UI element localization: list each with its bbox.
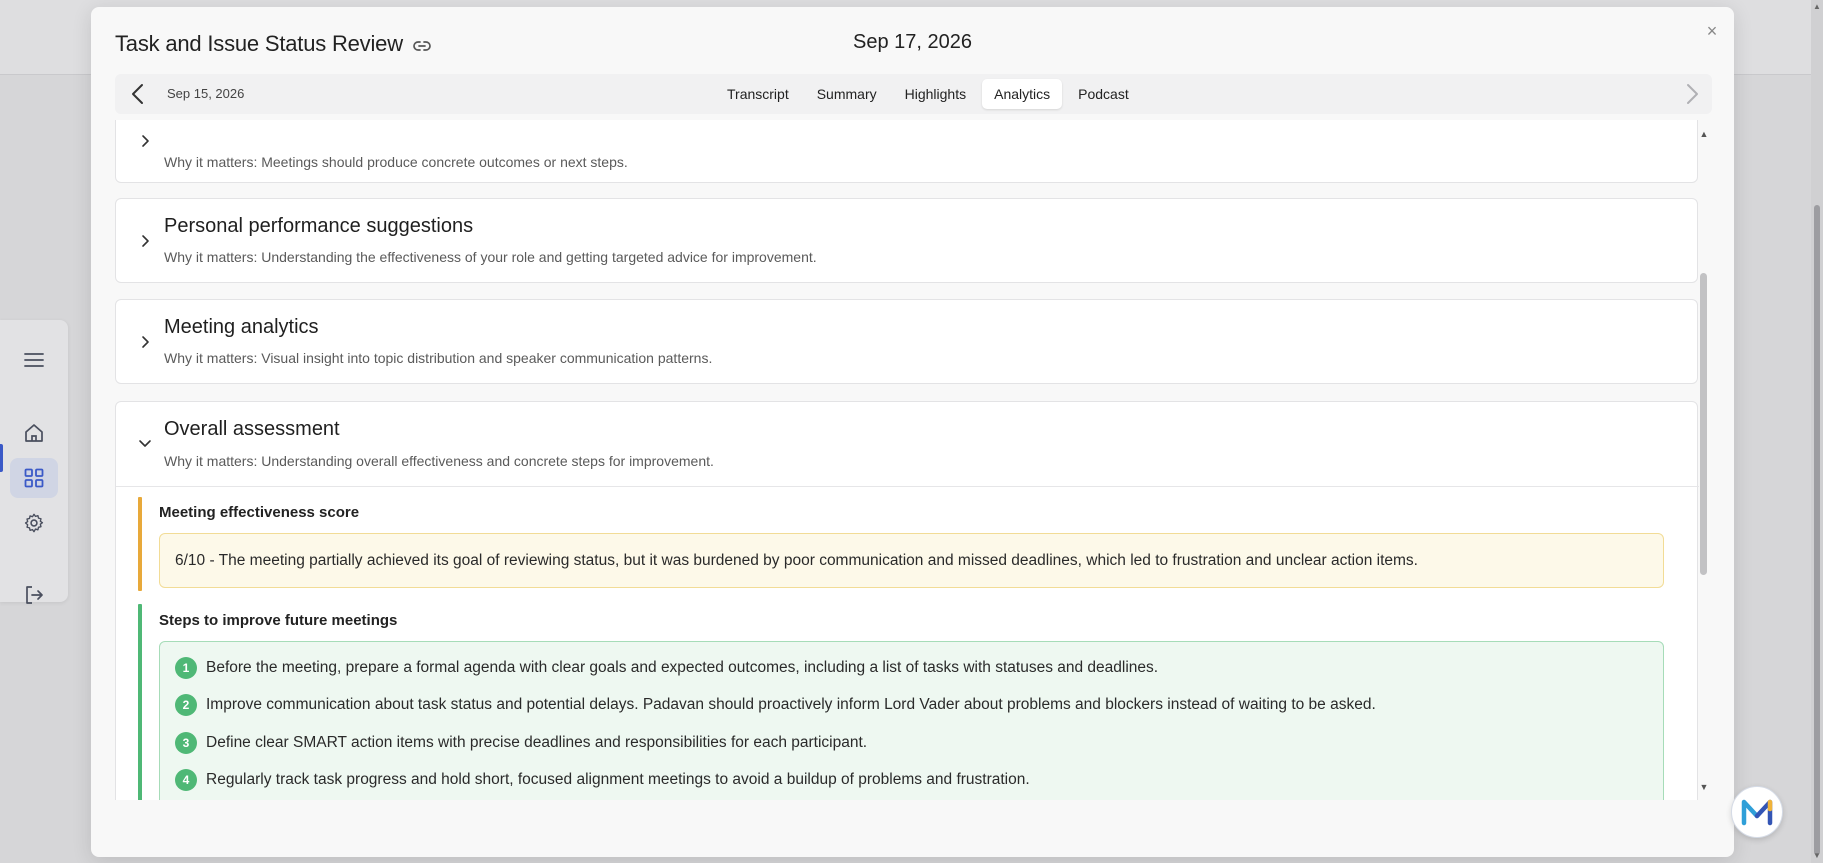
step-text: Define clear SMART action items with precise deadlines and responsibilities for each participant. <box>206 734 868 751</box>
grid-icon <box>24 468 44 488</box>
step-text: Improve communication about task status and potential delays. Padavan should proactively inform Lord Vader about problems and blockers instead of waiting to be asked. <box>206 696 1376 713</box>
link-icon <box>411 35 433 57</box>
meeting-title: Task and Issue Status Review <box>115 31 403 56</box>
card-title: Meeting analytics <box>164 316 319 338</box>
meeting-date: Sep 17, 2026 <box>853 31 972 53</box>
score-label: Meeting effectiveness score <box>159 504 360 521</box>
gear-icon <box>23 512 45 534</box>
score-accent-bar <box>138 497 142 591</box>
step-number-badge: 1 <box>175 657 197 679</box>
content-scrollbar-thumb[interactable] <box>1700 273 1707 575</box>
analytics-content <box>91 120 1734 800</box>
step-number-badge: 3 <box>175 732 197 754</box>
view-tabs <box>715 79 1141 109</box>
m-logo-icon <box>1740 797 1774 827</box>
list-item <box>175 732 867 754</box>
card-why-it-matters: Why it matters: Understanding overall effectiveness and concrete steps for improvement. <box>164 453 714 469</box>
assistant-button[interactable] <box>1731 786 1783 838</box>
chevron-right-icon[interactable] <box>138 335 152 349</box>
previous-meeting-date[interactable]: Sep 15, 2026 <box>167 86 245 101</box>
chevron-right-icon <box>1681 82 1703 106</box>
step-text: Regularly track task progress and hold short, focused alignment meetings to avoid a buildup of problems and frustration. <box>206 771 1030 788</box>
chevron-right-icon[interactable] <box>138 134 152 148</box>
analytics-card-personal-performance[interactable] <box>115 198 1698 283</box>
content-scroll-up-arrow[interactable]: ▲ <box>1699 129 1709 139</box>
content-scroll-down-arrow[interactable]: ▼ <box>1699 782 1709 792</box>
settings-button[interactable] <box>10 503 58 543</box>
tab-podcast[interactable]: Podcast <box>1078 86 1129 102</box>
divider <box>116 486 1699 487</box>
meeting-detail-modal <box>91 7 1734 857</box>
menu-icon <box>24 352 44 368</box>
close-button[interactable] <box>1702 21 1722 41</box>
page-scroll-up-arrow[interactable]: ▲ <box>1813 2 1821 11</box>
card-title: Personal performance suggestions <box>164 215 474 237</box>
dashboard-button[interactable] <box>10 458 58 498</box>
chevron-left-icon <box>127 82 149 106</box>
steps-label: Steps to improve future meetings <box>159 612 398 629</box>
page-scrollbar-thumb[interactable] <box>1814 205 1820 855</box>
list-item <box>175 657 1158 679</box>
improvement-steps-box <box>159 641 1664 800</box>
tab-analytics[interactable]: Analytics <box>982 79 1062 109</box>
close-icon: × <box>1706 21 1718 41</box>
logout-button[interactable] <box>10 575 58 615</box>
tab-highlights[interactable]: Highlights <box>904 86 967 102</box>
effectiveness-score-box: 6/10 - The meeting partially achieved its goal of reviewing status, but it was burdened by poor communication and missed deadlines, which led to frustration and unclear action items. <box>159 533 1664 588</box>
analytics-card-outcomes[interactable] <box>115 120 1698 183</box>
chevron-down-icon[interactable] <box>138 436 152 450</box>
meeting-nav-bar <box>115 74 1712 114</box>
chevron-right-icon[interactable] <box>138 234 152 248</box>
card-why-it-matters: Why it matters: Visual insight into topic distribution and speaker communication patterns. <box>164 350 713 366</box>
card-why-it-matters: Why it matters: Understanding the effectiveness of your role and getting targeted advice for improvement. <box>164 249 817 265</box>
previous-meeting-button[interactable] <box>127 82 149 106</box>
card-title: Overall assessment <box>164 418 340 440</box>
tab-transcript[interactable]: Transcript <box>727 86 789 102</box>
home-button[interactable] <box>10 413 58 453</box>
home-icon <box>23 422 45 444</box>
active-nav-indicator <box>0 444 3 472</box>
tab-summary[interactable]: Summary <box>816 86 877 102</box>
copy-link-button[interactable] <box>411 35 433 57</box>
page-scroll-down-arrow[interactable]: ▼ <box>1813 851 1821 860</box>
list-item <box>175 769 1030 791</box>
steps-accent-bar <box>138 604 142 800</box>
step-number-badge: 2 <box>175 694 197 716</box>
logout-icon <box>23 584 45 606</box>
analytics-card-overall-assessment <box>115 401 1698 800</box>
app-sidebar <box>0 320 68 602</box>
step-number-badge: 4 <box>175 769 197 791</box>
step-text: Before the meeting, prepare a formal agenda with clear goals and expected outcomes, including a list of tasks with statuses and deadlines. <box>206 659 1159 676</box>
menu-button[interactable] <box>10 340 58 380</box>
next-meeting-button[interactable] <box>1681 82 1703 106</box>
card-why-it-matters: Why it matters: Meetings should produce concrete outcomes or next steps. <box>164 154 628 170</box>
analytics-card-meeting-analytics[interactable] <box>115 299 1698 384</box>
list-item <box>175 694 1376 716</box>
